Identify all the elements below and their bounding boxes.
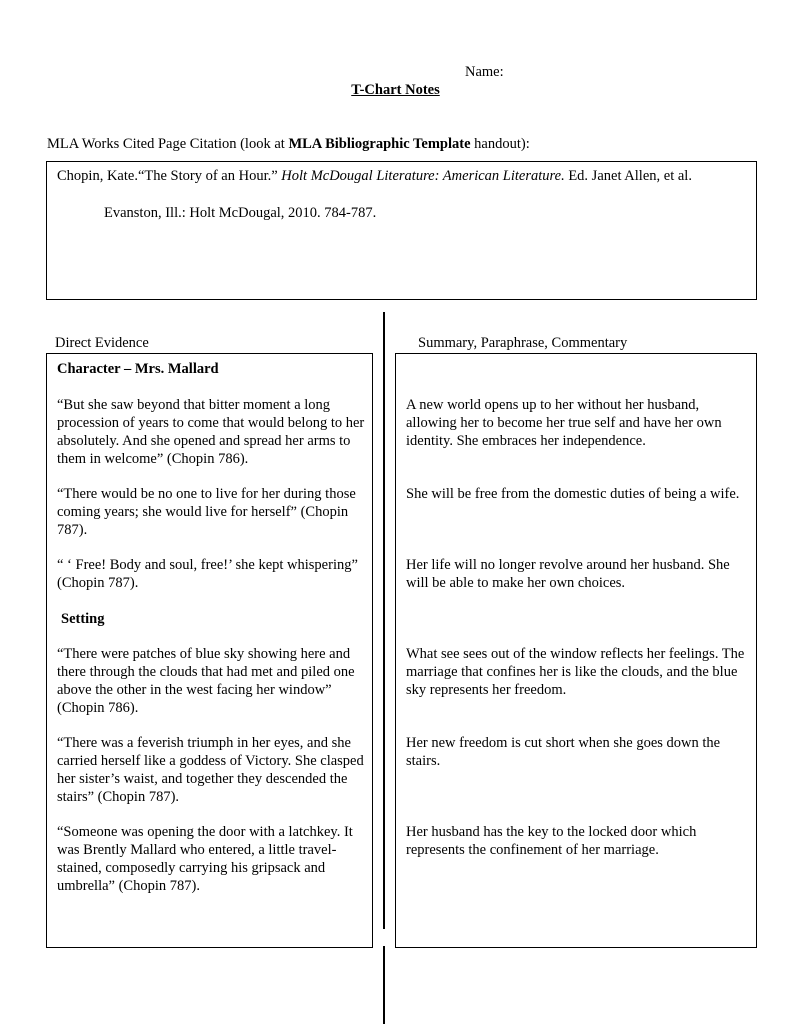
citation-author-title: Chopin, Kate.“The Story of an Hour.” [57,168,282,184]
mla-instruction [47,136,530,153]
commentary-5: Her new freedom is cut short when she goes down the stairs. [406,735,721,769]
setting-heading: Setting [61,611,105,627]
mla-suffix: handout): [470,136,530,152]
evidence-box [46,353,373,948]
column-divider-bottom [383,946,385,1024]
column-divider-top [383,312,385,929]
commentary-box [395,353,757,948]
evidence-quote-3: “ ‘ Free! Body and soul, free!’ she kept whispering” (Chopin 787). [57,557,358,591]
commentary-3: Her life will no longer revolve around her husband. She will be able to make her own choices. [406,557,730,591]
commentary-6: Her husband has the key to the locked door which represents the confinement of her marriage. [406,824,697,858]
commentary-header: Summary, Paraphrase, Commentary [418,335,628,351]
evidence-quote-5: “There was a feverish triumph in her eyes, and she carried herself like a goddess of Victory. She clasped her sister’s waist, and together they descended the stairs” (Chopin 787). [57,735,364,805]
direct-evidence-header: Direct Evidence [55,335,149,351]
citation-line-1 [57,168,748,185]
mla-template-name: MLA Bibliographic Template [288,136,471,152]
citation-box [46,161,757,300]
commentary-4: What see sees out of the window reflects her feelings. The marriage that confines her is like the clouds, and the blue sky represents her freedom. [406,646,745,698]
evidence-quote-6: “Someone was opening the door with a latchkey. It was Brently Mallard who entered, a little travel-stained, composedly carrying his gripsack and umbrella” (Chopin 787). [57,824,353,894]
name-label: Name: [465,64,504,80]
citation-line-2: Evanston, Ill.: Holt McDougal, 2010. 784-787. [104,205,377,221]
character-heading: Character – Mrs. Mallard [57,361,219,377]
page-title: T-Chart Notes [351,82,440,98]
evidence-quote-4: “There were patches of blue sky showing here and there through the clouds that had met and piled one above the other in the west facing her window” (Chopin 786). [57,646,355,716]
commentary-2: She will be free from the domestic duties of being a wife. [406,486,740,502]
citation-editor: Ed. Janet Allen, et al. [564,168,692,184]
mla-prefix: MLA Works Cited Page Citation (look at [47,136,289,152]
commentary-1: A new world opens up to her without her husband, allowing her to become her true self and have her own identity. She embraces her independence. [406,397,722,449]
evidence-quote-1: “But she saw beyond that bitter moment a long procession of years to come that would belong to her absolutely. And she opened and spread her arms to them in welcome” (Chopin 786). [57,397,365,467]
evidence-quote-2: “There would be no one to live for her during those coming years; she would live for herself” (Chopin 787). [57,486,356,538]
citation-book-title: Holt McDougal Literature: American Literature. [281,168,565,184]
